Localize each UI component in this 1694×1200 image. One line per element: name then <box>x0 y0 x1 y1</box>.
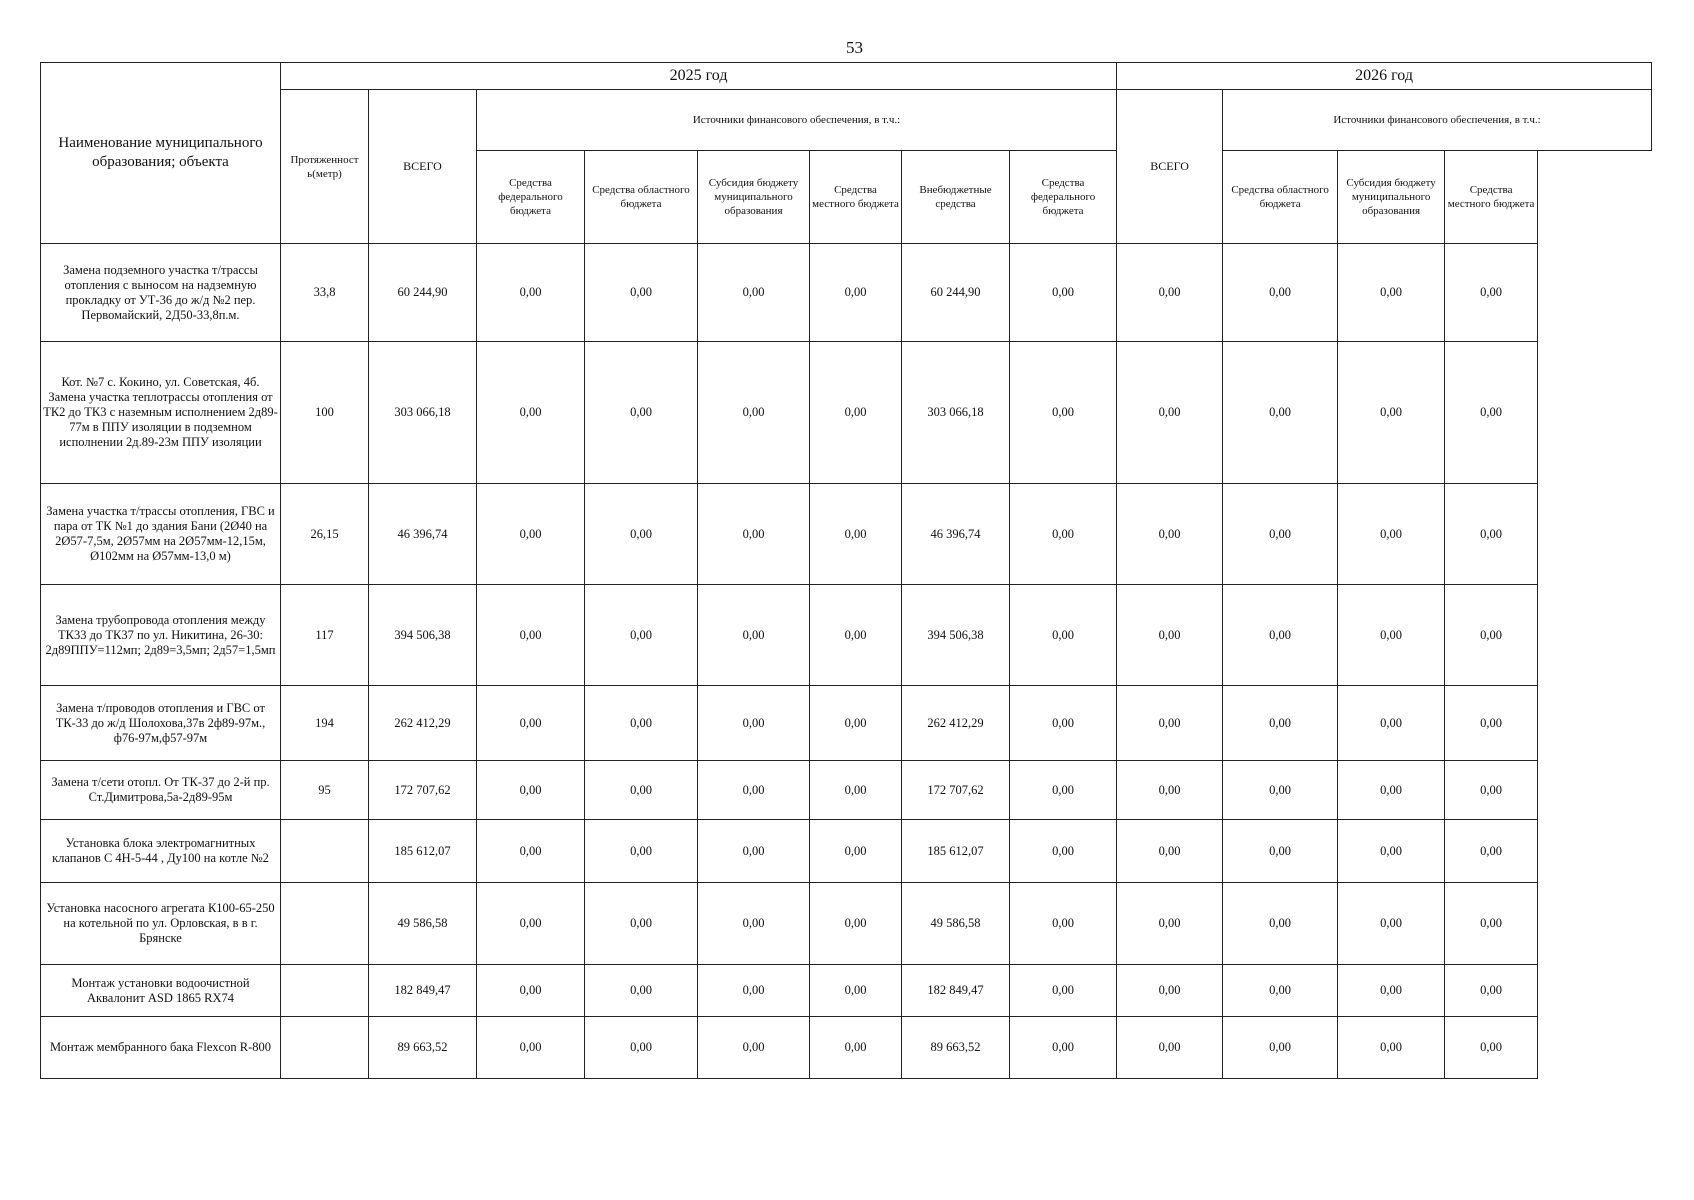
length-cell: 194 <box>281 686 369 761</box>
regional-2026-cell: 0,00 <box>1223 585 1338 686</box>
federal-2025-cell: 0,00 <box>477 484 585 585</box>
local-2025-cell: 0,00 <box>810 342 902 484</box>
total-2025-cell: 303 066,18 <box>369 342 477 484</box>
regional-2026-cell: 0,00 <box>1223 883 1338 965</box>
extrabudget-2025-cell: 185 612,07 <box>902 820 1010 883</box>
table-row <box>41 484 1652 585</box>
table-row <box>41 820 1652 883</box>
extrabudget-2025-cell: 303 066,18 <box>902 342 1010 484</box>
regional-2025-cell: 0,00 <box>585 686 698 761</box>
local-2025-cell: 0,00 <box>810 484 902 585</box>
local-2025-cell: 0,00 <box>810 820 902 883</box>
regional-2026-cell: 0,00 <box>1223 342 1338 484</box>
federal-2026-cell: 0,00 <box>1117 244 1223 342</box>
subsidy-2026-cell: 0,00 <box>1338 1017 1445 1079</box>
subsidy-2026-cell: 0,00 <box>1338 965 1445 1017</box>
subsidy-2026-header: Субсидия бюджету муниципального образования <box>1338 151 1445 244</box>
total-2025-cell: 60 244,90 <box>369 244 477 342</box>
extrabudget-2025-cell: 89 663,52 <box>902 1017 1010 1079</box>
object-name-cell: Замена подземного участка т/трассы отопления с выносом на надземную прокладку от УТ-36 до ж/д №2 пер. Первомайский, 2Д50-33,8п.м. <box>41 244 281 342</box>
subsidy-2025-cell: 0,00 <box>698 761 810 820</box>
local-2025-cell: 0,00 <box>810 585 902 686</box>
table-row <box>41 1017 1652 1079</box>
federal-2025-cell: 0,00 <box>477 965 585 1017</box>
object-name-cell: Установка насосного агрегата К100-65-250 на котельной по ул. Орловская, в в г. Брянске <box>41 883 281 965</box>
extrabudget-2025-cell: 182 849,47 <box>902 965 1010 1017</box>
length-cell: 26,15 <box>281 484 369 585</box>
subsidy-2025-header: Субсидия бюджету муниципального образования <box>698 151 810 244</box>
federal-2025-cell: 0,00 <box>477 244 585 342</box>
local-2025-cell: 0,00 <box>810 965 902 1017</box>
object-name-cell: Замена трубопровода отопления между ТК33 до ТК37 по ул. Никитина, 26-30: 2д89ППУ=112мп; 2д89=3,5мп; 2д57=1,5мп <box>41 585 281 686</box>
regional-2026-cell: 0,00 <box>1223 1017 1338 1079</box>
extrabudget-2025-cell: 46 396,74 <box>902 484 1010 585</box>
total-2026-cell: 0,00 <box>1010 883 1117 965</box>
extrabudget-2025-cell: 394 506,38 <box>902 585 1010 686</box>
regional-2026-cell: 0,00 <box>1223 244 1338 342</box>
local-2026-header: Средства местного бюджета <box>1445 151 1538 244</box>
length-cell: 117 <box>281 585 369 686</box>
table-row <box>41 965 1652 1017</box>
local-2025-header: Средства местного бюджета <box>810 151 902 244</box>
federal-2026-cell: 0,00 <box>1117 342 1223 484</box>
year-2025-header: 2025 год <box>281 63 1117 90</box>
regional-2025-cell: 0,00 <box>585 244 698 342</box>
regional-2025-cell: 0,00 <box>585 484 698 585</box>
federal-2025-cell: 0,00 <box>477 342 585 484</box>
length-column-header: Протяженност ь(метр) <box>281 90 369 244</box>
extrabudget-2025-cell: 262 412,29 <box>902 686 1010 761</box>
local-2026-cell: 0,00 <box>1445 820 1538 883</box>
subsidy-2025-cell: 0,00 <box>698 484 810 585</box>
subsidy-2026-cell: 0,00 <box>1338 686 1445 761</box>
total-2025-header: ВСЕГО <box>369 90 477 244</box>
federal-2026-cell: 0,00 <box>1117 883 1223 965</box>
federal-2025-cell: 0,00 <box>477 820 585 883</box>
subsidy-2026-cell: 0,00 <box>1338 585 1445 686</box>
regional-2026-cell: 0,00 <box>1223 484 1338 585</box>
subsidy-2025-cell: 0,00 <box>698 883 810 965</box>
object-name-cell: Установка блока электромагнитных клапанов С 4Н-5-44 , Ду100 на котле №2 <box>41 820 281 883</box>
federal-2025-cell: 0,00 <box>477 883 585 965</box>
federal-2025-cell: 0,00 <box>477 686 585 761</box>
total-2026-cell: 0,00 <box>1010 585 1117 686</box>
total-2026-cell: 0,00 <box>1010 686 1117 761</box>
object-name-cell: Монтаж установки водоочистной Аквалонит ASD 1865 RX74 <box>41 965 281 1017</box>
extrabudget-2025-cell: 172 707,62 <box>902 761 1010 820</box>
federal-2026-header: Средства федерального бюджета <box>1010 151 1117 244</box>
total-2025-cell: 49 586,58 <box>369 883 477 965</box>
federal-2026-cell: 0,00 <box>1117 1017 1223 1079</box>
total-2025-cell: 182 849,47 <box>369 965 477 1017</box>
subsidy-2025-cell: 0,00 <box>698 965 810 1017</box>
regional-2025-cell: 0,00 <box>585 342 698 484</box>
total-2025-cell: 46 396,74 <box>369 484 477 585</box>
subsidy-2026-cell: 0,00 <box>1338 244 1445 342</box>
local-2026-cell: 0,00 <box>1445 244 1538 342</box>
name-column-header: Наименование муниципального образования; объекта <box>41 63 281 244</box>
total-2025-cell: 394 506,38 <box>369 585 477 686</box>
length-cell <box>281 1017 369 1079</box>
subsidy-2025-cell: 0,00 <box>698 244 810 342</box>
local-2026-cell: 0,00 <box>1445 761 1538 820</box>
subsidy-2026-cell: 0,00 <box>1338 484 1445 585</box>
object-name-cell: Замена т/сети отопл. От ТК-37 до 2-й пр. Ст.Димитрова,5а-2д89-95м <box>41 761 281 820</box>
length-cell <box>281 965 369 1017</box>
object-name-cell: Кот. №7 с. Кокино, ул. Советская, 4б. Замена участка теплотрассы отопления от ТК2 до ТК3 с наземным исполнением 2д89-77м в ППУ изоляции в подземном исполнении 2д.89-23м ППУ изоляции <box>41 342 281 484</box>
table-row <box>41 883 1652 965</box>
total-2025-cell: 89 663,52 <box>369 1017 477 1079</box>
subsidy-2026-cell: 0,00 <box>1338 883 1445 965</box>
federal-2026-cell: 0,00 <box>1117 484 1223 585</box>
subsidy-2026-cell: 0,00 <box>1338 820 1445 883</box>
table-row <box>41 686 1652 761</box>
length-cell <box>281 883 369 965</box>
local-2025-cell: 0,00 <box>810 1017 902 1079</box>
federal-2025-cell: 0,00 <box>477 1017 585 1079</box>
total-2026-cell: 0,00 <box>1010 965 1117 1017</box>
total-2026-header: ВСЕГО <box>1117 90 1223 244</box>
federal-2025-cell: 0,00 <box>477 585 585 686</box>
regional-2025-header: Средства областного бюджета <box>585 151 698 244</box>
subsidy-2025-cell: 0,00 <box>698 820 810 883</box>
federal-2025-header: Средства федерального бюджета <box>477 151 585 244</box>
length-cell <box>281 820 369 883</box>
year-2026-header: 2026 год <box>1117 63 1652 90</box>
subsidy-2025-cell: 0,00 <box>698 585 810 686</box>
extrabudget-2025-cell: 60 244,90 <box>902 244 1010 342</box>
extrabudget-2025-header: Внебюджетные средства <box>902 151 1010 244</box>
length-cell: 33,8 <box>281 244 369 342</box>
total-2026-cell: 0,00 <box>1010 244 1117 342</box>
total-2026-cell: 0,00 <box>1010 761 1117 820</box>
table-row <box>41 585 1652 686</box>
regional-2026-cell: 0,00 <box>1223 965 1338 1017</box>
total-2026-cell: 0,00 <box>1010 342 1117 484</box>
local-2026-cell: 0,00 <box>1445 1017 1538 1079</box>
subsidy-2026-cell: 0,00 <box>1338 342 1445 484</box>
table-row <box>41 761 1652 820</box>
local-2026-cell: 0,00 <box>1445 965 1538 1017</box>
subsidy-2026-cell: 0,00 <box>1338 761 1445 820</box>
object-name-cell: Монтаж мембранного бака Flexcon R-800 <box>41 1017 281 1079</box>
federal-2026-cell: 0,00 <box>1117 761 1223 820</box>
subsidy-2025-cell: 0,00 <box>698 686 810 761</box>
table-row <box>41 342 1652 484</box>
regional-2025-cell: 0,00 <box>585 1017 698 1079</box>
regional-2025-cell: 0,00 <box>585 883 698 965</box>
regional-2026-cell: 0,00 <box>1223 686 1338 761</box>
local-2026-cell: 0,00 <box>1445 484 1538 585</box>
local-2026-cell: 0,00 <box>1445 686 1538 761</box>
subsidy-2025-cell: 0,00 <box>698 1017 810 1079</box>
page-number: 53 <box>846 38 863 57</box>
sources-2026-header: Источники финансового обеспечения, в т.ч.: <box>1223 90 1652 151</box>
regional-2026-cell: 0,00 <box>1223 820 1338 883</box>
length-cell: 100 <box>281 342 369 484</box>
object-name-cell: Замена участка т/трассы отопления, ГВС и пара от ТК №1 до здания Бани (2Ø40 на 2Ø57-7,5м, 2Ø57мм на 2Ø57мм-12,15м, Ø102мм на Ø57мм-13,0 м) <box>41 484 281 585</box>
regional-2025-cell: 0,00 <box>585 585 698 686</box>
table-row <box>41 244 1652 342</box>
extrabudget-2025-cell: 49 586,58 <box>902 883 1010 965</box>
federal-2025-cell: 0,00 <box>477 761 585 820</box>
federal-2026-cell: 0,00 <box>1117 585 1223 686</box>
regional-2025-cell: 0,00 <box>585 761 698 820</box>
length-cell: 95 <box>281 761 369 820</box>
regional-2026-header: Средства областного бюджета <box>1223 151 1338 244</box>
federal-2026-cell: 0,00 <box>1117 820 1223 883</box>
budget-table <box>40 62 1652 1079</box>
total-2026-cell: 0,00 <box>1010 1017 1117 1079</box>
regional-2025-cell: 0,00 <box>585 965 698 1017</box>
total-2025-cell: 185 612,07 <box>369 820 477 883</box>
local-2026-cell: 0,00 <box>1445 585 1538 686</box>
total-2025-cell: 172 707,62 <box>369 761 477 820</box>
object-name-cell: Замена т/проводов отопления и ГВС от ТК-33 до ж/д Шолохова,37в 2ф89-97м., ф76-97м,ф57-97м <box>41 686 281 761</box>
federal-2026-cell: 0,00 <box>1117 686 1223 761</box>
local-2026-cell: 0,00 <box>1445 883 1538 965</box>
total-2025-cell: 262 412,29 <box>369 686 477 761</box>
regional-2025-cell: 0,00 <box>585 820 698 883</box>
local-2025-cell: 0,00 <box>810 244 902 342</box>
total-2026-cell: 0,00 <box>1010 820 1117 883</box>
regional-2026-cell: 0,00 <box>1223 761 1338 820</box>
local-2025-cell: 0,00 <box>810 761 902 820</box>
local-2026-cell: 0,00 <box>1445 342 1538 484</box>
federal-2026-cell: 0,00 <box>1117 965 1223 1017</box>
total-2026-cell: 0,00 <box>1010 484 1117 585</box>
subsidy-2025-cell: 0,00 <box>698 342 810 484</box>
local-2025-cell: 0,00 <box>810 686 902 761</box>
sources-2025-header: Источники финансового обеспечения, в т.ч.: <box>477 90 1117 151</box>
local-2025-cell: 0,00 <box>810 883 902 965</box>
